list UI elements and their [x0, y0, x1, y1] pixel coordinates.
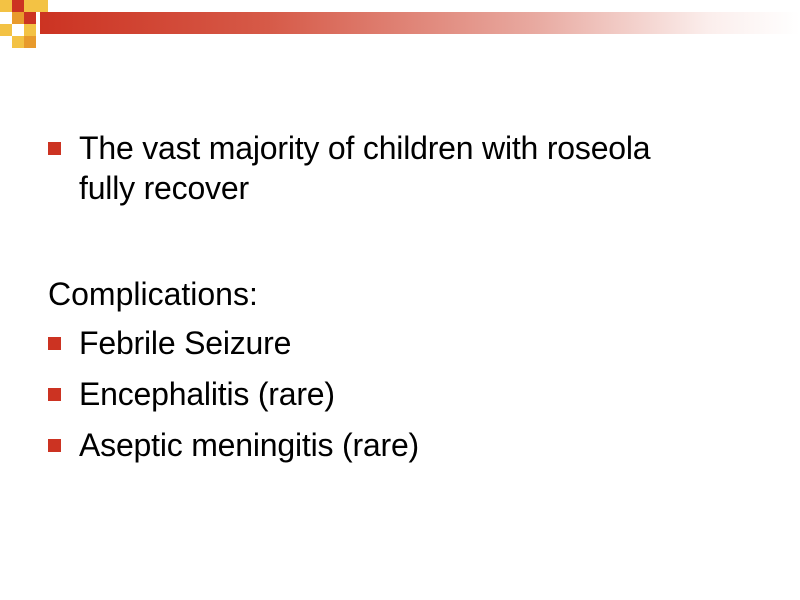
bullet-text-line-1: The vast majority of children with roseola — [79, 130, 651, 166]
bullet-square-icon — [48, 439, 61, 452]
bullet-square-icon — [48, 388, 61, 401]
complications-heading: Complications: — [48, 276, 258, 312]
bullet-text: Aseptic meningitis (rare) — [79, 427, 420, 463]
bullet-text: Febrile Seizure — [79, 325, 292, 361]
bullet-square-icon — [48, 142, 61, 155]
header-gradient-bar — [40, 12, 800, 34]
bullet-text: Encephalitis (rare) — [79, 376, 335, 412]
bullet-square-icon — [48, 337, 61, 350]
bullet-text-line-2: fully recover — [79, 170, 249, 206]
